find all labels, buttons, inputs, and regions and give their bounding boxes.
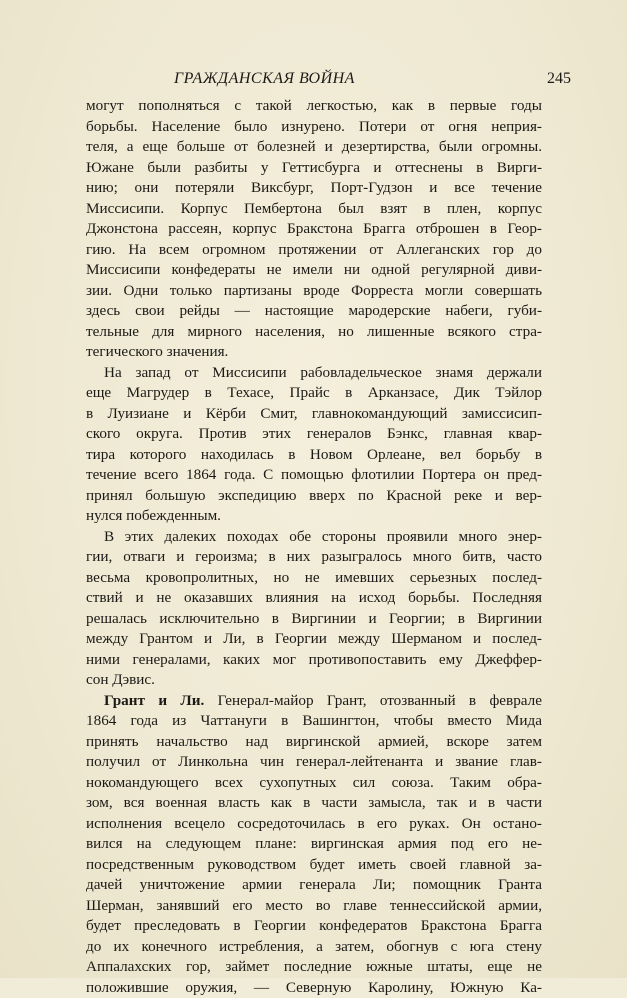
text-line: Миссисипи. Корпус Пембертона был взят в плен, корпус (86, 199, 542, 220)
paragraph-4 (86, 691, 542, 998)
text-line: борьбы. Население было изнурено. Потери от огня неприя- (86, 117, 542, 138)
text-line: тельные для мирного населения, но лишенные всякого стра- (86, 322, 542, 343)
text-line: ского округа. Против этих генералов Бэнкс, главная квар- (86, 424, 542, 445)
text-line: будет преследовать в Георгии конфедератов Бракстона Брагга (86, 916, 542, 937)
body-text (86, 96, 542, 998)
text-line: зии. Одни только партизаны вроде Форреста могли совершать (86, 281, 542, 302)
text-line: нулся побежденным. (86, 506, 542, 527)
text-line: исполнения всецело сосредоточилась в его руках. Он остано- (86, 814, 542, 835)
text-line: вился на следующем плане: виргинская армия под его не- (86, 834, 542, 855)
text-line: еще Магрудер в Техасе, Прайс в Арканзасе, Дик Тэйлор (86, 383, 542, 404)
text-line: весьма кровопролитных, но не имевших серьезных послед- (86, 568, 542, 589)
text-line: принял большую экспедицию вверх по Красной реке и вер- (86, 486, 542, 507)
text-line: до их конечного истребления, а затем, обогнув с юга стену (86, 937, 542, 958)
text-line: ними генералами, каких мог противопоставить ему Джеффер- (86, 650, 542, 671)
text-line: Аппалахских гор, займет последние южные штаты, еще не (86, 957, 542, 978)
text-line (86, 691, 542, 712)
text-line: решалась исключительно в Виргинии и Георгии; в Виргинии (86, 609, 542, 630)
paragraph-3 (86, 527, 542, 691)
text-line: посредственным руководством будет иметь своей главной за- (86, 855, 542, 876)
text-line: сон Дэвис. (86, 670, 542, 691)
running-title: ГРАЖДАНСКАЯ ВОЙНА (174, 70, 355, 88)
text-line: здесь свои рейды — настоящие мародерские набеги, губи- (86, 301, 542, 322)
text-line-rest: Генерал-майор Грант, отозванный в феврале (218, 692, 542, 709)
page-header (86, 70, 571, 92)
text-line: дачей уничтожение армии генерала Ли; помощник Гранта (86, 875, 542, 896)
text-line: тегического значения. (86, 342, 542, 363)
text-line: Миссисипи конфедераты не имели ни одной регулярной диви- (86, 260, 542, 281)
text-line: тира которого находилась в Новом Орлеане, вел борьбу в (86, 445, 542, 466)
text-line: между Грантом и Ли, в Георгии между Шерманом и послед- (86, 629, 542, 650)
text-line: нию; они потеряли Виксбург, Порт-Гудзон и все течение (86, 178, 542, 199)
run-in-heading: Грант и Ли. (104, 692, 204, 709)
text-line: 1864 года из Чаттануги в Вашингтон, чтобы вместо Мида (86, 711, 542, 732)
text-line: нокомандующего всех сухопутных сил союза. Таким обра- (86, 773, 542, 794)
text-line: принять начальство над виргинской армией, вскоре затем (86, 732, 542, 753)
text-line: гию. На всем огромном протяжении от Аллеганских гор до (86, 240, 542, 261)
text-line: в Луизиане и Кёрби Смит, главнокомандующий замиссисип- (86, 404, 542, 425)
page-number: 245 (547, 70, 571, 88)
text-line: В этих далеких походах обе стороны проявили много энер- (86, 527, 542, 548)
text-line: теля, а еще больше от болезней и дезертирства, были огромны. (86, 137, 542, 158)
text-line: течение всего 1864 года. С помощью флотилии Портера он пред- (86, 465, 542, 486)
text-line: Шерман, занявший его место во главе теннессийской армии, (86, 896, 542, 917)
text-line: зом, вся военная власть как в части замысла, так и в части (86, 793, 542, 814)
text-line: Джонстона рассеян, корпус Бракстона Брагга отброшен в Геор- (86, 219, 542, 240)
text-line: положившие оружия, — Северную Каролину, Южную Ка- (86, 978, 542, 998)
text-line: ствий и не оказавших влияния на исход борьбы. Последняя (86, 588, 542, 609)
text-line: могут пополняться с такой легкостью, как в первые годы (86, 96, 542, 117)
text-line: гии, отваги и героизма; в них разыгралось много битв, часто (86, 547, 542, 568)
paragraph-2 (86, 363, 542, 527)
paragraph-1 (86, 96, 542, 363)
text-line: Южане были разбиты у Геттисбурга и оттеснены в Вирги- (86, 158, 542, 179)
text-line: получил от Линкольна чин генерал-лейтенанта и звание глав- (86, 752, 542, 773)
text-line: На запад от Миссисипи рабовладельческое знамя держали (86, 363, 542, 384)
